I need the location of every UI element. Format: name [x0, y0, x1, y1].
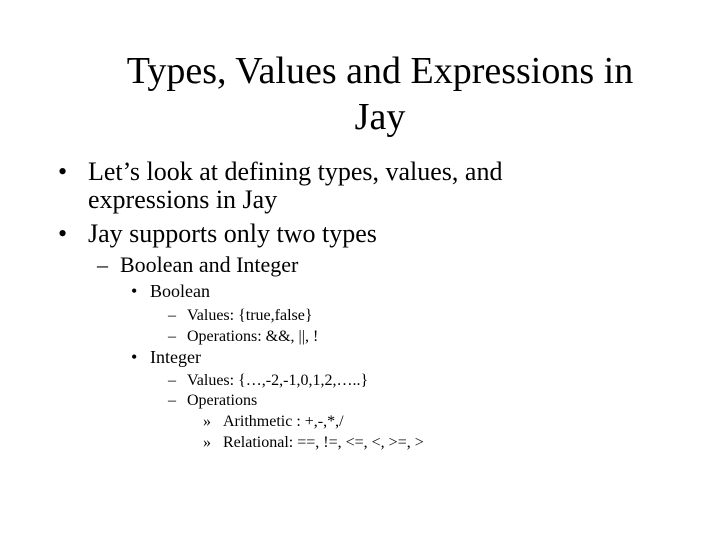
integer-heading: Integer: [150, 347, 201, 367]
title-line-2: Jay: [354, 96, 406, 138]
integer-operations: Operations: [187, 392, 258, 409]
dash-icon: –: [97, 252, 108, 277]
dash-icon: –: [168, 307, 176, 324]
bullet-icon: •: [131, 281, 138, 301]
bullet-icon: •: [58, 219, 68, 248]
arithmetic-operators: Arithmetic : +,-,*,/: [223, 413, 344, 430]
guillemet-icon: »: [203, 413, 211, 430]
title-line-1: Types, Values and Expressions in: [126, 50, 634, 92]
integer-values: Values: {…,-2,-1,0,1,2,…..}: [187, 372, 369, 389]
dash-icon: –: [168, 372, 176, 389]
bullet-icon: •: [58, 157, 68, 186]
bullet-text-intro-2: expressions in Jay: [88, 185, 278, 214]
boolean-values: Values: {true,false}: [187, 307, 313, 324]
bullet-icon: •: [131, 347, 138, 367]
subbullet-boolean-and-integer: Boolean and Integer: [120, 252, 299, 277]
dash-icon: –: [168, 392, 176, 409]
dash-icon: –: [168, 328, 176, 345]
guillemet-icon: »: [203, 434, 211, 451]
bullet-text-two-types: Jay supports only two types: [88, 219, 377, 248]
boolean-operations: Operations: &&, ||, !: [187, 328, 319, 345]
boolean-heading: Boolean: [150, 281, 210, 301]
slide-title: [70, 48, 690, 140]
relational-operators: Relational: ==, !=, <=, <, >=, >: [223, 434, 424, 451]
bullet-text-intro-1: Let’s look at defining types, values, and: [88, 157, 503, 186]
